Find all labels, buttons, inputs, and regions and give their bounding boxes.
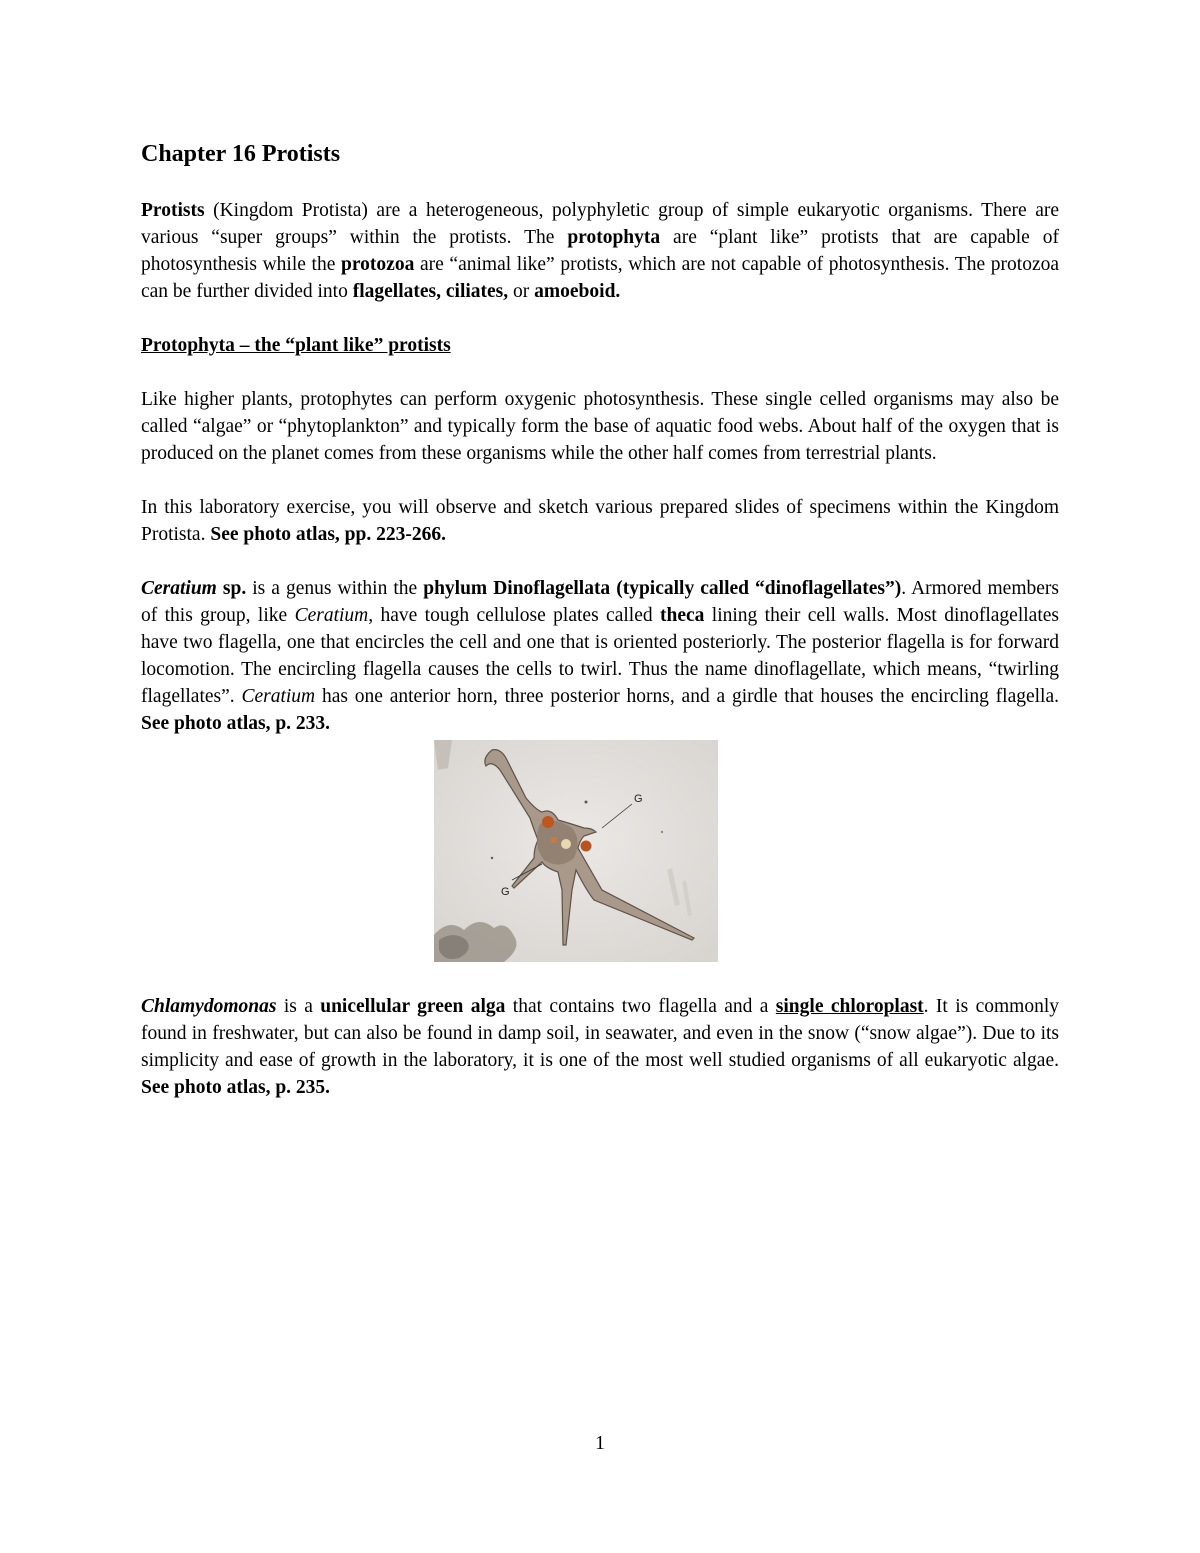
ceratium-text-3: , have tough cellulose plates called — [368, 604, 660, 626]
ceratium-sp: sp. — [216, 577, 247, 599]
particle-2 — [491, 857, 493, 859]
flagellates-term: flagellates, — [352, 280, 441, 302]
intro-paragraph — [141, 197, 1059, 305]
particle-3 — [661, 831, 663, 833]
ceratium-text-4: lining their cell walls. Most dinoflagellates have two flagella, one that encircles the cell and one that is oriented posteriorly. The posterior flagella is for forward locomotion. The encircling flagella causes the cells to twirl. Thus the name dinoflagellate, which means, “twirling flagellates”. — [141, 604, 1059, 707]
ceratium-text-2: . Armored members of this group, like — [141, 577, 1059, 626]
intro-text-5: or — [508, 280, 535, 302]
label-g-top: G — [634, 792, 643, 805]
ceratium-name-2: Ceratium — [294, 604, 369, 626]
unicellular-term: unicellular green alga — [320, 995, 506, 1017]
intro-text-3: are “animal like” protists, which are not capable of photosynthesis. The protozoa can be further divided into — [141, 253, 1059, 302]
chlamy-atlas-ref: See photo atlas, p. 235. — [141, 1076, 331, 1098]
page-number: 1 — [595, 1433, 605, 1454]
protists-term: Protists — [141, 199, 205, 221]
ceratium-name: Ceratium — [141, 577, 217, 599]
ceratium-paragraph — [141, 575, 1059, 737]
chloroplast-2 — [581, 840, 592, 851]
ceratium-name-3: Ceratium — [241, 685, 316, 707]
chapter-title: Chapter 16 Protists — [141, 141, 341, 167]
chlamydomonas-paragraph — [141, 993, 1059, 1101]
lab-text: In this laboratory exercise, you will observe and sketch various prepared slides of specimens within the Kingdom Protista. — [141, 496, 1059, 545]
lab-atlas-ref: See photo atlas, pp. 223-266. — [210, 523, 446, 545]
ciliates-term: ciliates, — [445, 280, 509, 302]
page-content — [141, 140, 1059, 1128]
ceratium-atlas-ref: See photo atlas, p. 233. — [141, 712, 331, 734]
intro-text-1: (Kingdom Protista) are a heterogeneous, polyphyletic group of simple eukaryotic organisms. There are various “super groups” within the protists. The — [141, 199, 1059, 248]
section-heading: Protophyta – the “plant like” protists — [141, 334, 451, 356]
label-g-bottom: G — [501, 885, 510, 898]
ceratium-text-1: is a genus within the — [246, 577, 424, 599]
protophyta-term: protophyta — [567, 226, 661, 248]
ceratium-text-5: has one anterior horn, three posterior horns, and a girdle that houses the encircling flagella. — [315, 685, 1059, 707]
theca-term: theca — [659, 604, 705, 626]
chlamy-text-3: . It is commonly found in freshwater, but can also be found in damp soil, in seawater, and even in the snow (“snow algae”). Due to its simplicity and ease of growth in the laboratory, it is one of the most well studied organisms of all eukaryotic algae. — [141, 995, 1059, 1071]
phylum-term: phylum Dinoflagellata (typically called “dinoflagellates”) — [423, 577, 902, 599]
chloroplast-3 — [551, 837, 557, 843]
chlamy-text-1: is a — [276, 995, 321, 1017]
ceratium-micrograph — [434, 740, 718, 962]
particle-1 — [585, 800, 588, 803]
chlamy-text-2: that contains two flagella and a — [505, 995, 776, 1017]
chloroplast-1 — [542, 816, 554, 828]
chloroplast-term: single chloroplast — [775, 995, 924, 1017]
intro-text-2: are “plant like” protists that are capable of photosynthesis while the — [141, 226, 1059, 275]
protozoa-term: protozoa — [341, 253, 415, 275]
chlamydomonas-name: Chlamydomonas — [141, 995, 277, 1017]
protophyta-paragraph: Like higher plants, protophytes can perform oxygenic photosynthesis. These single celled organisms may also be called “algae” or “phytoplankton” and typically form the base of aquatic food webs. About half of the oxygen that is produced on the planet comes from these organisms while the other half comes from terrestrial plants. — [141, 388, 1059, 464]
lab-paragraph — [141, 494, 1059, 548]
ceratium-illustration — [434, 740, 718, 962]
nucleus — [561, 839, 571, 849]
amoeboid-term: amoeboid. — [534, 280, 621, 302]
